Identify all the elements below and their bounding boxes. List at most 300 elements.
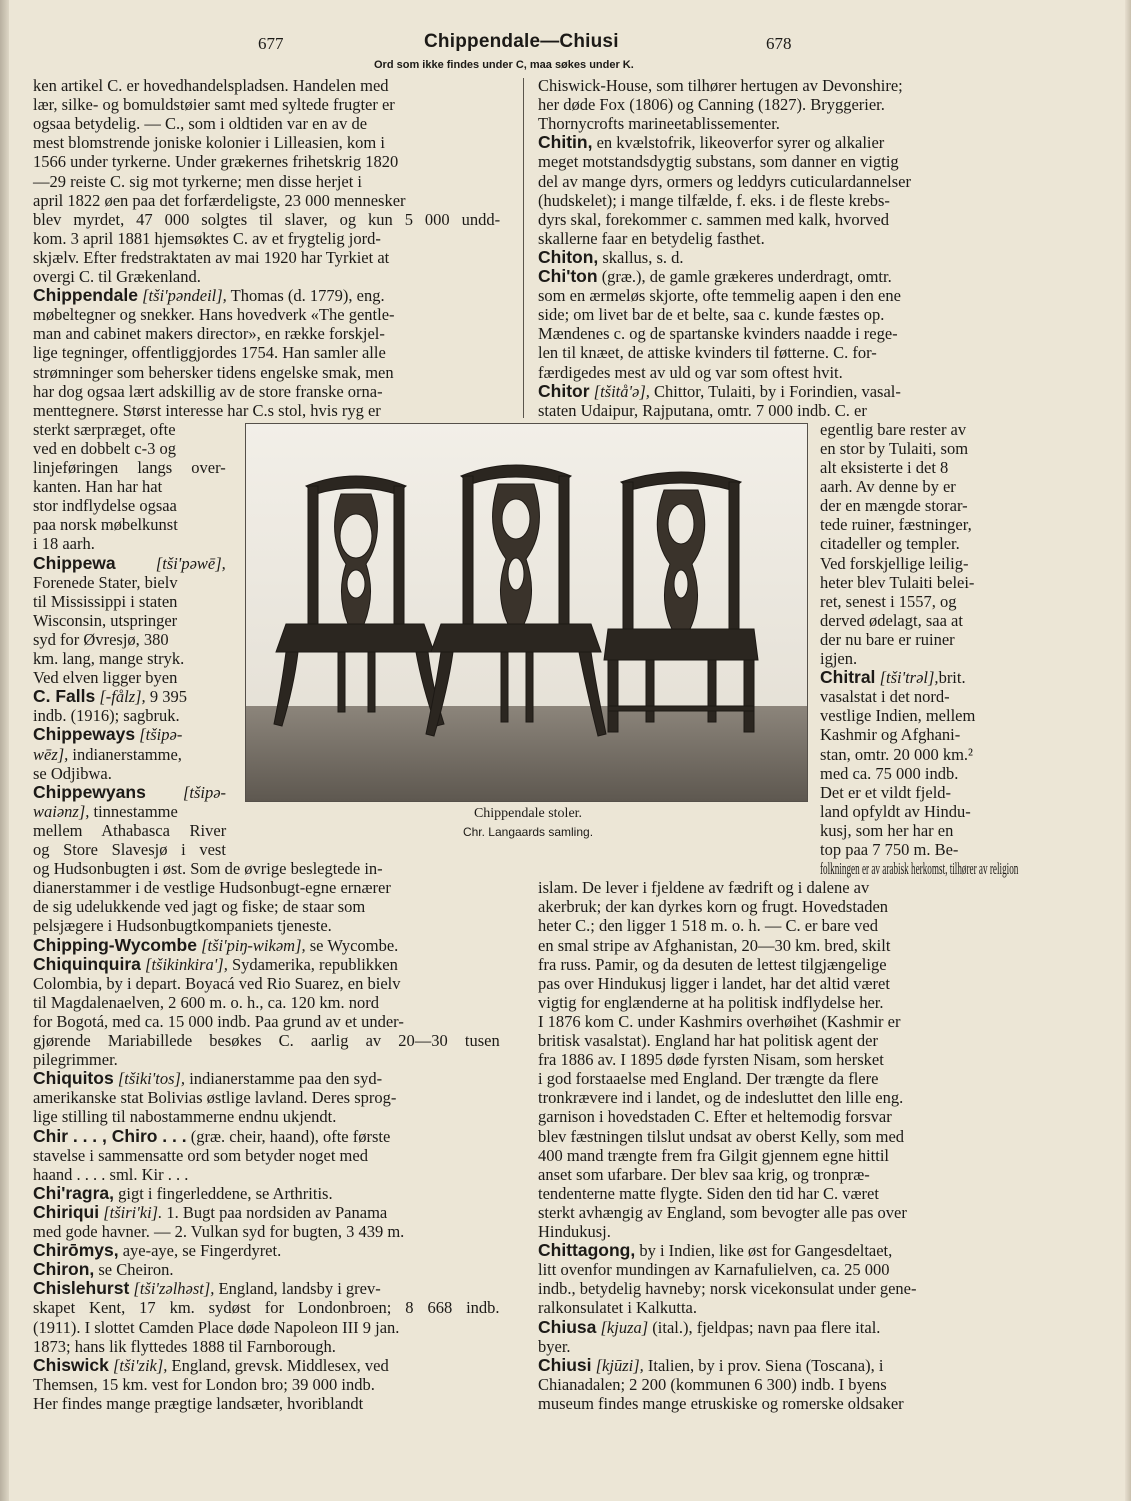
text-line [538, 210, 889, 229]
text-line [33, 534, 95, 553]
line-text: del av mange dyrs, ormers og leddyrs cuticulardannelser [538, 171, 911, 191]
text-line [33, 1184, 333, 1203]
text-line [33, 1394, 363, 1413]
page-right-edge [1125, 0, 1131, 1501]
text-line [538, 191, 890, 210]
line-text: land opfyldt av Hindu- [820, 801, 971, 821]
definition-text: England, landsby i grev- [214, 1279, 381, 1299]
text-line [538, 172, 911, 191]
definition-text: Chittor, Tulaiti, by i Forindien, vasal- [649, 381, 901, 401]
text-line [538, 1279, 917, 1298]
text-line [538, 1222, 611, 1241]
headword: Chitor [538, 380, 590, 401]
text-line [33, 1012, 404, 1031]
text-line [538, 1127, 904, 1146]
line-text: Chiswick-House, som tilhører hertugen av Devonshire; [538, 76, 903, 95]
headword: Chippendale [33, 285, 139, 306]
headword: Chipping-Wycombe [33, 934, 197, 955]
text-line [33, 878, 391, 897]
line-text: Kashmir og Afghani- [820, 725, 961, 745]
text-line [538, 382, 901, 401]
headword: Chirōmys, [33, 1240, 119, 1261]
line-text: citadeller og templer. [820, 534, 960, 554]
text-line [33, 936, 398, 955]
text-line [538, 1318, 880, 1337]
text-line [820, 859, 1018, 878]
figure-credit: Chr. Langaards samling. [462, 825, 594, 839]
text-line [33, 1165, 188, 1184]
line-text: pas over Hindukusj ligger i landet, har det altid været [538, 973, 890, 993]
text-line [538, 114, 780, 133]
line-text: derved ødelagt, saa at [820, 610, 963, 630]
text-line [33, 1069, 382, 1088]
headword: Chippeways [33, 724, 136, 745]
text-line [33, 554, 226, 573]
line-text: folkningen er av arabisk herkomst, tilhører av religion [820, 859, 1019, 879]
text-line [820, 611, 963, 630]
text-line [820, 649, 857, 668]
line-text: anset som ufarbare. Der blev saa krig, og tronpræ- [538, 1164, 870, 1184]
line-text: 1873; hans lik flyttedes 1888 til Farnborough. [33, 1336, 336, 1356]
definition-text: Italien, by i prov. Siena (Toscana), i [643, 1355, 884, 1375]
line-text: Chianadalen; 2 200 (kommunen 6 300) indb. I byens [538, 1374, 887, 1394]
text-line [33, 363, 394, 382]
line-text: ret, senest i 1557, og [820, 591, 957, 611]
text-line [33, 420, 176, 439]
text-line [33, 821, 226, 840]
line-text: top paa 7 750 m. Be- [820, 840, 959, 859]
text-line [820, 534, 960, 553]
text-line [538, 152, 899, 171]
line-text: vigtig for englænderne at ha politisk indflydelse her. [538, 992, 884, 1012]
line-text: kusj, som her har en [820, 820, 954, 840]
line-text: Ved elven ligger byen [33, 668, 178, 688]
line-text: Her findes mange prægtige landsæter, hvoriblandt [33, 1393, 364, 1413]
line-text: færdigedes mest av uld og var som oftest hvit. [538, 362, 843, 382]
text-line [538, 1298, 697, 1317]
line-text: linjeføringen langs over- [33, 458, 226, 477]
line-text: skjælv. Efter fredstraktaten av mai 1920 har Tyrkiet at [33, 247, 390, 267]
text-line [538, 993, 884, 1012]
definition-text: 1. Bugt paa nordsiden av Panama [162, 1202, 388, 1222]
pronunciation: [tši'zəlhəst], [133, 1279, 215, 1299]
line-text: litt ovenfor mundingen av Karnafulielven, ca. 25 000 [538, 1260, 890, 1280]
line-text: ogsaa betydelig. — C., som i oldtiden var en av de [33, 114, 368, 134]
text-line [538, 133, 884, 152]
headword: Chippewa [33, 552, 116, 573]
line-text: menttegnere. Størst interesse har C.s stol, hvis ryg er [33, 400, 381, 420]
text-line [538, 1069, 878, 1088]
text-line [33, 802, 178, 821]
definition-text: se Wycombe. [305, 935, 399, 955]
headword: Chiriqui [33, 1201, 100, 1222]
text-line [33, 401, 381, 420]
pronunciation: [tši'zik], [113, 1355, 168, 1375]
line-text: her døde Fox (1806) og Canning (1827). Bryggerier. [538, 95, 885, 115]
text-line [538, 76, 903, 95]
text-line [33, 1375, 375, 1394]
pronunciation: [tši'pəwē], [155, 553, 226, 573]
line-text: stor indflydelse ogsaa [33, 496, 177, 516]
line-text: Themsen, 15 km. vest for London bro; 39 000 indb. [33, 1374, 375, 1394]
line-text: pilegrimmer. [33, 1050, 118, 1070]
line-text: sterkt avhængig av England, som bevogter alle pas over [538, 1202, 907, 1222]
line-text: til Magdalenaelven, 2 600 m. o. h., ca. 120 km. nord [33, 992, 379, 1012]
text-line [538, 95, 885, 114]
chairs-photo [245, 423, 808, 802]
line-text: amerikanske stat Bolivias østlige lavland. Deres sprog- [33, 1088, 397, 1108]
line-text: side; om livet bar de et belte, saa c. kunde fæstes op. [538, 305, 885, 325]
line-text: har dog ogsaa lært adskillig av de store franske orna- [33, 381, 383, 401]
text-line [33, 152, 398, 171]
line-text: og Store Slavesjø i vest [33, 840, 226, 859]
line-text: Wisconsin, utspringer [33, 610, 178, 630]
headword: Chippewyans [33, 781, 146, 802]
text-line [538, 305, 884, 324]
line-text: fra 1886 av. I 1895 døde fyrsten Nisam, som hersket [538, 1050, 884, 1070]
text-line [33, 1241, 281, 1260]
text-line [820, 668, 966, 687]
line-text: en smal stripe av Afghanistan, 20—30 km. bred, skilt [538, 935, 891, 955]
text-line [538, 248, 684, 267]
headword: Chiton, [538, 246, 599, 267]
text-line [33, 95, 395, 114]
headword: Chi'ragra, [33, 1182, 114, 1203]
text-line [820, 515, 972, 534]
text-line [538, 343, 877, 362]
text-line [820, 592, 957, 611]
text-line [820, 477, 956, 496]
page-number-left: 677 [258, 34, 284, 53]
text-line [33, 477, 162, 496]
pronunciation: [tšipə- [182, 782, 227, 802]
line-text: Mændenes c. og de spartanske kvinders naadde i rege- [538, 324, 898, 344]
line-text: Det er et vildt fjeld- [820, 782, 952, 802]
text-line [538, 1165, 870, 1184]
text-line [33, 764, 112, 783]
line-text: med ca. 75 000 indb. [820, 763, 959, 783]
text-line [538, 1260, 889, 1279]
text-line [33, 859, 383, 878]
line-text: en stor by Tulaiti, som [820, 438, 969, 458]
line-text: alt eksisterte i det 8 [820, 458, 949, 477]
text-line [538, 1107, 892, 1126]
text-line [33, 1031, 500, 1050]
line-text: aarh. Av denne by er [820, 477, 956, 497]
text-line [33, 133, 385, 152]
line-text: syd for Øvresjø, 380 [33, 629, 169, 649]
line-text: i 18 aarh. [33, 534, 95, 554]
line-text: haand . . . . sml. Kir . . . [33, 1164, 189, 1184]
text-line [33, 1337, 336, 1356]
line-text: Forenede Stater, bielv [33, 572, 178, 592]
pronunciation: [-fålz], [99, 687, 146, 707]
text-line [820, 821, 953, 840]
text-line [538, 1356, 883, 1375]
text-line [538, 363, 843, 382]
line-text: de sig udelukkende ved jagt og fiske; de staar som [33, 897, 366, 917]
line-text: dianerstammer i de vestlige Hudsonbugt-egne ernærer [33, 878, 391, 898]
text-line [33, 76, 389, 95]
pronunciation: [tši'trəl], [879, 668, 939, 688]
text-line [33, 324, 385, 343]
text-line [33, 955, 398, 974]
text-line [538, 1031, 878, 1050]
line-text: tendenterne matte flygte. Siden den tid har C. været [538, 1183, 879, 1203]
text-line [33, 649, 184, 668]
text-line [33, 745, 182, 764]
text-line [33, 1318, 399, 1337]
text-line [33, 496, 177, 515]
line-text: ralkonsulatet i Kalkutta. [538, 1298, 697, 1318]
text-line [538, 1337, 571, 1356]
text-line [820, 554, 968, 573]
pronunciation: [tšipə- [139, 725, 183, 745]
pronunciation: [tšikinkira'], [145, 954, 228, 974]
line-text: mest blomstrende joniske kolonier i Lilleasien, kom i [33, 133, 385, 153]
text-line [33, 286, 385, 305]
text-line [538, 916, 878, 935]
text-line [538, 1088, 903, 1107]
line-text: garnison i hovedstaden C. Efter et heltemodig forsvar [538, 1107, 892, 1127]
text-line [33, 840, 226, 859]
text-line [33, 916, 332, 935]
text-line [33, 343, 386, 362]
line-text: heter C.; den ligger 1 518 m. o. h. — C. er bare ved [538, 916, 878, 936]
text-line [538, 286, 901, 305]
line-text: km. lang, mange stryk. [33, 649, 185, 668]
line-text: lige stilling til nabostammerne endnu ukjendt. [33, 1107, 337, 1127]
line-text: fra russ. Pamir, og da desuten de lettest tilgjængelige [538, 954, 887, 974]
text-line [33, 1298, 500, 1317]
text-line [538, 1146, 889, 1165]
text-line [33, 1050, 118, 1069]
text-line [820, 687, 950, 706]
line-text: gjørende Mariabillede besøkes C. aarlig av 20—30 tusen [33, 1031, 500, 1050]
headword: Chiusa [538, 1316, 597, 1337]
figure-caption: Chippendale stoler. [473, 806, 583, 821]
definition-text: indianerstamme paa den syd- [185, 1069, 383, 1089]
headword: Chi'ton [538, 266, 598, 286]
headword: Chitin, [538, 132, 593, 153]
line-text: byer. [538, 1336, 571, 1356]
text-line [33, 172, 362, 191]
page-number-right: 678 [766, 34, 792, 53]
text-line [33, 1107, 336, 1126]
line-text: vasalstat i det nord- [820, 687, 950, 707]
definition-text: gigt i fingerleddene, se Arthritis. [118, 1183, 333, 1203]
page-left-edge [0, 0, 9, 1501]
line-text: —29 reiste C. sig mot tyrkerne; men disse herjet i [33, 171, 363, 191]
text-line [538, 1375, 887, 1394]
text-line [33, 210, 500, 229]
pronunciation: [tši'pəndeil], [142, 286, 227, 306]
text-line [538, 878, 869, 897]
text-line [538, 1012, 900, 1031]
line-text: ken artikel C. er hovedhandelspladsen. Handelen med [33, 76, 389, 95]
text-line [820, 725, 960, 744]
line-text: lige tegninger, offentliggjordes 1754. Han samler alle [33, 343, 386, 363]
line-text: tronkrævere ind i landet, og de indesluttet den lille eng. [538, 1088, 904, 1108]
headword: Chitral [820, 667, 876, 688]
text-line [33, 305, 395, 324]
headword: C. Falls [33, 686, 96, 707]
definition-text: aye-aye, se Fingerdyret. [122, 1241, 282, 1261]
line-text: islam. De lever i fjeldene av fædrift og i dalene av [538, 878, 870, 898]
line-text: akerbruk; der kan dyrkes korn og frugt. Hovedstaden [538, 897, 889, 917]
line-text: kanten. Han har hat [33, 477, 163, 497]
definition-text: brit. [938, 668, 966, 688]
text-line [538, 1203, 907, 1222]
headword: Chislehurst [33, 1278, 130, 1299]
line-text: dyrs skal, forekommer c. sammen med kalk, hvorved [538, 209, 889, 229]
definition-text: (græ. cheir, haand), ofte første [190, 1126, 391, 1146]
line-text: med gode havner. — 2. Vulkan syd for bugten, 3 439 m. [33, 1222, 405, 1241]
pronunciation: wēz], [33, 744, 69, 764]
line-text: blev myrdet, 47 000 solgtes til slaver, og kun 5 000 undd- [33, 209, 501, 229]
text-line [33, 439, 176, 458]
lookup-note: Ord som ikke findes under C, maa søkes under K. [374, 59, 634, 71]
text-line [33, 668, 177, 687]
line-text: 400 mand trængte frem fra Gilgit gjennem egne hittil [538, 1145, 889, 1165]
line-text: (hudskelet); i mange tilfælde, f. eks. i de fleste krebs- [538, 190, 890, 210]
text-line [33, 993, 379, 1012]
text-line [33, 1146, 368, 1165]
text-line [820, 840, 958, 859]
text-line [820, 764, 958, 783]
text-line [820, 420, 966, 439]
text-line [820, 630, 955, 649]
line-text: der en mængde storar- [820, 496, 968, 516]
text-line [33, 267, 201, 286]
line-text: Colombia, by i depart. Boyacá ved Rio Suarez, en bielv [33, 973, 401, 993]
text-line [538, 1241, 892, 1260]
line-text: tede ruiner, fæstninger, [820, 515, 972, 535]
text-line [33, 706, 180, 725]
column-divider [523, 78, 524, 418]
line-text: indb., betydelig havneby; norsk vicekonsulat under gene- [538, 1279, 917, 1299]
chairs-illustration [246, 424, 807, 801]
line-text: paa norsk møbelkunst [33, 515, 178, 535]
line-text: overgi C. til Grækenland. [33, 267, 201, 286]
text-line [33, 611, 177, 630]
headword: Chittagong, [538, 1240, 636, 1261]
text-line [33, 382, 383, 401]
line-text: april 1822 øen paa det forfærdeligste, 23 000 mennesker [33, 190, 406, 210]
text-line [33, 248, 389, 267]
line-text: heter blev Tulaiti belei- [820, 572, 975, 592]
text-line [33, 783, 226, 802]
text-line [538, 1184, 879, 1203]
text-line [33, 1279, 381, 1298]
text-line [820, 573, 974, 592]
line-text: staten Udaipur, Rajputana, omtr. 7 000 indb. C. er [538, 400, 867, 420]
text-line [538, 401, 867, 420]
line-text: indb. (1916); sagbruk. [33, 706, 180, 726]
text-line [820, 783, 951, 802]
line-text: egentlig bare rester av [820, 419, 967, 439]
text-line [33, 725, 182, 744]
text-line [33, 1127, 390, 1146]
text-line [538, 267, 892, 286]
line-text: museum findes mange etruskiske og romerske oldsaker [538, 1393, 904, 1413]
text-line [33, 897, 365, 916]
text-line [538, 324, 898, 343]
text-line [33, 191, 406, 210]
text-line [33, 229, 381, 248]
text-line [820, 706, 975, 725]
line-text: skapet Kent, 17 km. sydøst for Londonbroen; 8 668 indb. [33, 1298, 500, 1318]
line-text: strømninger som behersker tidens engelske smak, men [33, 362, 394, 382]
line-text: ved en dobbelt c-3 og [33, 438, 176, 458]
line-text: britisk vasalstat). England har hat politisk agent der [538, 1031, 878, 1050]
text-line [33, 1260, 174, 1279]
line-text: møbeltegner og snekker. Hans hovedverk «The gentle- [33, 305, 395, 325]
line-text: 1566 under tyrkerne. Under grækernes frihetskrig 1820 [33, 152, 399, 172]
line-text: blev fæstningen tilslut undsat av oberst Kelly, som med [538, 1126, 905, 1146]
line-text: (1911). I slottet Camden Place døde Napoleon III 9 jan. [33, 1317, 400, 1337]
line-text: Ved forskjellige leilig- [820, 553, 969, 573]
line-text: som en ærmeløs skjorte, ofte temmelig aapen i den ene [538, 286, 901, 306]
line-text: igjen. [820, 649, 858, 668]
line-text: Thornycrofts marineetablissementer. [538, 114, 780, 134]
text-line [538, 955, 887, 974]
text-line [820, 458, 948, 477]
line-text: vestlige Indien, mellem [820, 706, 976, 726]
line-text: stavelse i sammensatte ord som betyder noget med [33, 1145, 368, 1165]
definition-text: 9 395 [145, 687, 187, 707]
line-text: skallerne faar en betydelig fasthet. [538, 228, 765, 248]
line-text: len til knæet, de attiske kvinders til føtterne. C. for- [538, 343, 877, 363]
text-line [33, 1203, 387, 1222]
definition-text: skallus, s. d. [602, 247, 684, 267]
line-text: der nu bare er ruiner [820, 629, 955, 649]
definition-text: tinnestamme [89, 801, 178, 821]
line-text: se Odjibwa. [33, 763, 112, 783]
headword: Chir . . . , Chiro . . . [33, 1125, 187, 1146]
definition-text: en kvælstofrik, likeoverfor syrer og alkalier [596, 133, 885, 153]
text-line [820, 802, 971, 821]
text-line [820, 745, 973, 764]
text-line [33, 974, 401, 993]
definition-text: se Cheiron. [98, 1260, 174, 1280]
text-line [33, 1222, 404, 1241]
text-line [33, 630, 169, 649]
text-line [33, 1088, 396, 1107]
text-line [33, 1356, 389, 1375]
pronunciation: [tšiki'tos], [117, 1069, 186, 1089]
text-line [33, 592, 177, 611]
pronunciation: [tši'piŋ-wikəm], [201, 935, 306, 955]
line-text: I 1876 kom C. under Kashmirs overhøihet (Kashmir er [538, 1011, 901, 1031]
headword: Chiquitos [33, 1068, 114, 1089]
text-line [538, 1394, 904, 1413]
text-line [33, 687, 187, 706]
definition-text: England, grevsk. Middlesex, ved [167, 1355, 389, 1375]
pronunciation: [tširi'ki]. [103, 1202, 163, 1222]
line-text: meget motstandsdygtig substans, som danner en vigtig [538, 152, 899, 172]
text-line [33, 515, 178, 534]
line-text: pelsjægere i Hudsonbugtkompaniets tjeneste. [33, 916, 332, 936]
line-text: til Mississippi i staten [33, 591, 178, 611]
text-line [538, 897, 888, 916]
definition-text: Sydamerika, republikken [227, 954, 398, 974]
pronunciation: [kjuza] [600, 1317, 649, 1337]
text-line [538, 936, 890, 955]
definition-text: Thomas (d. 1779), eng. [226, 286, 385, 306]
text-line [538, 1050, 884, 1069]
line-text: Hindukusj. [538, 1222, 611, 1241]
